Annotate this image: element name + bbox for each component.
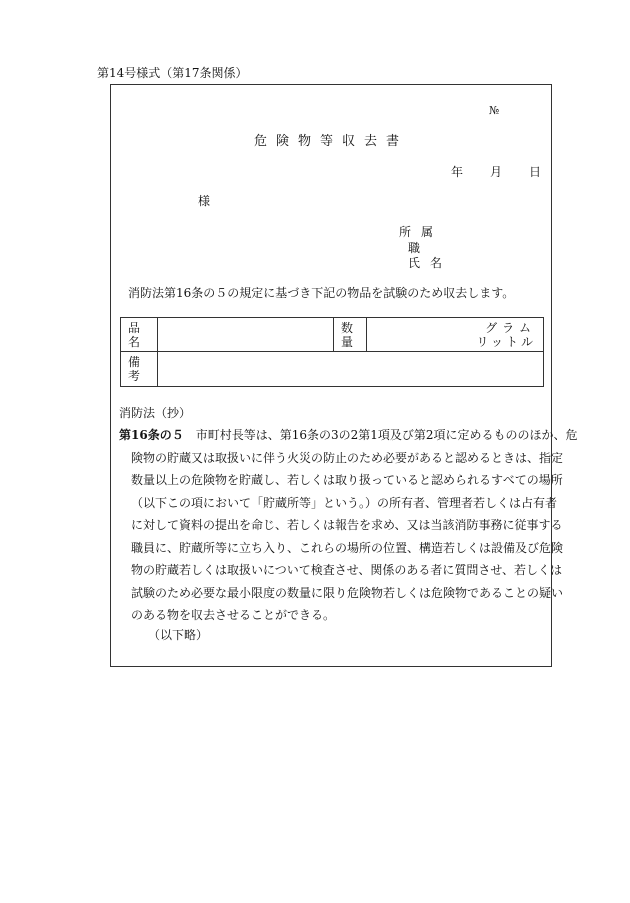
law-heading: 消防法（抄） <box>119 406 192 420</box>
document-number-label: № <box>489 104 500 117</box>
omitted-note: （以下略） <box>148 628 209 642</box>
issuer-name-label: 氏名 <box>408 256 453 270</box>
remarks-label: 備考 <box>121 352 158 387</box>
item-name-label: 品名 <box>121 318 158 352</box>
issuer-position-label: 職 <box>408 241 421 255</box>
law-line: （以下この項において「貯蔵所等」という。）の所有者、管理者若しくは占有者 <box>131 495 558 510</box>
law-line: 険物の貯蔵又は取扱いに伴う火災の防止のため必要があると認めるときは、指定 <box>131 450 564 465</box>
law-line: 第16条の５ 市町村長等は、第16条の3の2第1項及び第2項に定めるもののほか、危 <box>119 428 578 442</box>
item-name-cell <box>158 318 334 352</box>
remarks-cell <box>158 352 544 387</box>
unit-liter-label: リットル <box>476 334 536 349</box>
date-year-label: 年 <box>451 165 464 179</box>
law-line: 数量以上の危険物を貯蔵し、若しくは取り扱っていると認められるすべての場所 <box>131 473 563 487</box>
date-month-label: 月 <box>489 165 502 179</box>
addressee-suffix: 様 <box>198 194 211 208</box>
law-line: のある物を収去させることができる。 <box>131 608 336 622</box>
law-line: 試験のため必要な最小限度の数量に限り危険物若しくは危険物であることの疑い <box>131 585 564 600</box>
form-number-label: 第14号様式（第17条関係） <box>97 66 248 80</box>
issuer-affiliation-label: 所属 <box>399 225 444 239</box>
items-table <box>120 317 544 387</box>
confiscation-statement: 消防法第16条の５の規定に基づき下記の物品を試験のため収去します。 <box>128 286 515 300</box>
law-line: 職員に、貯蔵所等に立ち入り、これらの場所の位置、構造若しくは設備及び危険 <box>131 540 564 555</box>
quantity-label: 数量 <box>334 318 367 352</box>
law-line: 物の貯蔵若しくは取扱いについて検査させ、関係のある者に質問させ、若しくは <box>131 563 563 577</box>
date-day-label: 日 <box>528 165 541 179</box>
table-row <box>121 352 544 387</box>
date-line <box>451 165 541 179</box>
unit-gram-label: グラム <box>485 320 536 335</box>
law-line: に対して資料の提出を命じ、若しくは報告を求め、又は当該消防事務に従事する <box>131 518 563 532</box>
law-article-text <box>119 424 578 627</box>
document-title: 危険物等収去書 <box>254 134 409 149</box>
quantity-cell <box>367 318 544 352</box>
article-number: 第16条の５ <box>119 428 184 442</box>
document-frame <box>110 84 578 667</box>
table-row <box>121 318 544 352</box>
